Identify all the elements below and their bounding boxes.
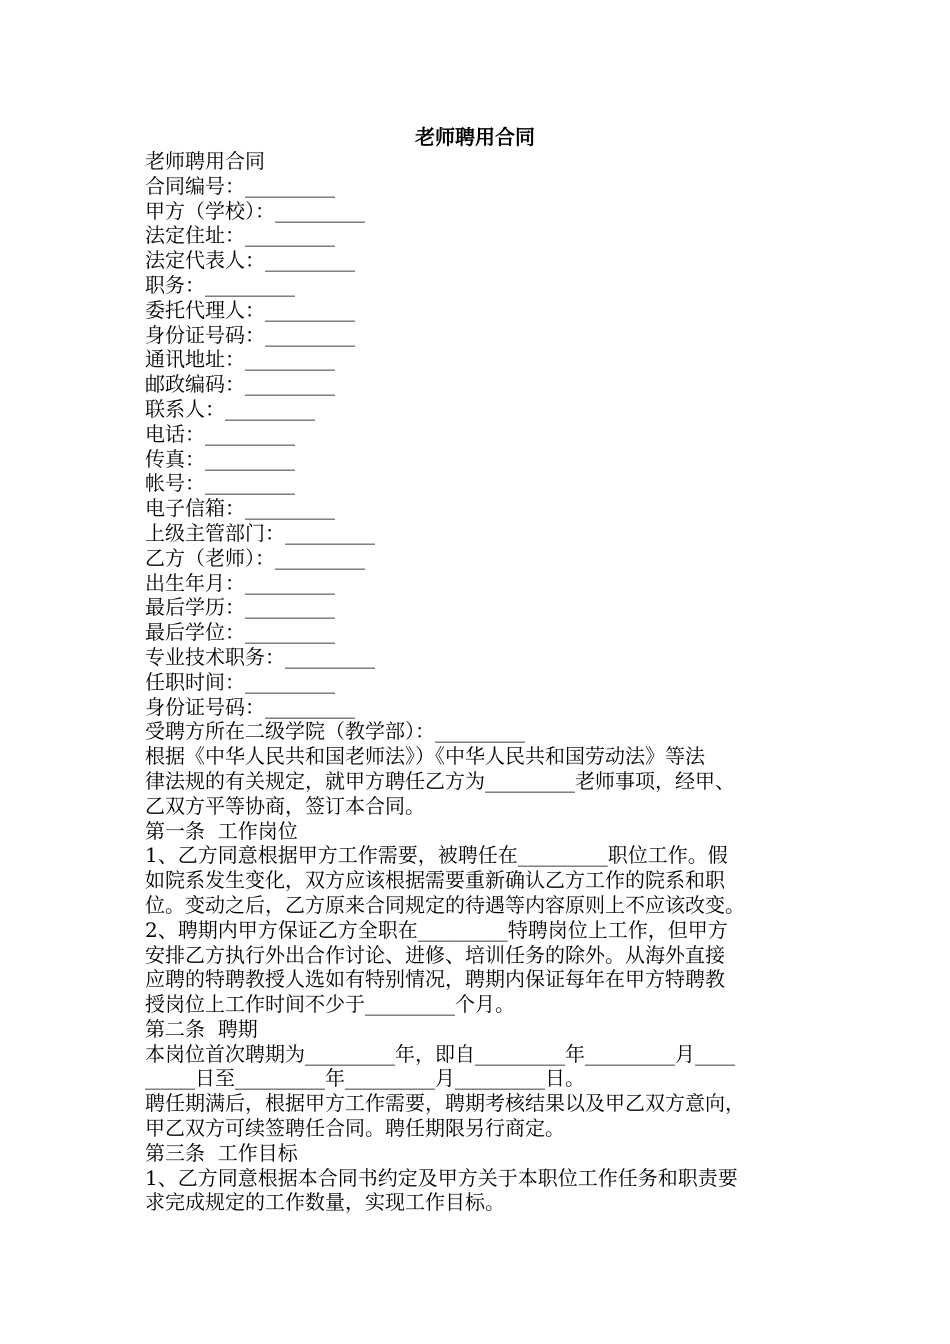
document-line: 法定住址：_________ — [145, 223, 335, 248]
document-line: 出生年月：_________ — [145, 570, 335, 595]
document-title: 老师聘用合同 — [415, 125, 535, 149]
document-line: 乙双方平等协商，签订本合同。 — [145, 793, 425, 818]
document-line: 职务：_________ — [145, 272, 295, 297]
document-line: 律法规的有关规定，就甲方聘任乙方为_________老师事项，经甲、 — [145, 768, 735, 793]
document-line: 任职时间：_________ — [145, 669, 335, 694]
document-line: 通讯地址：_________ — [145, 347, 335, 372]
document-line: 1、乙方同意根据本合同书约定及甲方关于本职位工作任务和职责要 — [145, 1165, 738, 1190]
document-line: 求完成规定的工作数量，实现工作目标。 — [145, 1190, 505, 1215]
document-line: 联系人：_________ — [145, 396, 315, 421]
document-line: 乙方（老师）：_________ — [145, 545, 365, 570]
document-line: 本岗位首次聘期为_________年，即自_________年_________月____ — [145, 1041, 735, 1066]
document-line: 合同编号：_________ — [145, 173, 335, 198]
document-line: 位。变动之后，乙方原来合同规定的待遇等内容原则上不应该改变。 — [145, 892, 745, 917]
document-line: 第二条 聘期 — [145, 1016, 258, 1041]
document-line: 身份证号码：_________ — [145, 322, 355, 347]
document-line: 根据《中华人民共和国老师法》）《中华人民共和国劳动法》等法 — [145, 744, 705, 769]
document-line: 法定代表人：_________ — [145, 248, 355, 273]
document-line: 身份证号码：_________ — [145, 694, 355, 719]
document-line: 2、聘期内甲方保证乙方全职在_________特聘岗位上工作，但甲方 — [145, 917, 728, 942]
document-line: 受聘方所在二级学院（教学部）：_________ — [145, 719, 525, 744]
document-line: 传真：_________ — [145, 446, 295, 471]
document-body — [145, 149, 810, 1215]
document-line: 如院系发生变化，双方应该根据需要重新确认乙方工作的院系和职 — [145, 868, 725, 893]
document-line: 甲方（学校）：_________ — [145, 198, 365, 223]
document-line: 聘任期满后，根据甲方工作需要，聘期考核结果以及甲乙双方意向， — [145, 1091, 745, 1116]
document-line: 最后学历：_________ — [145, 595, 335, 620]
document-line: 专业技术职务：_________ — [145, 644, 375, 669]
document-line: 电话：_________ — [145, 421, 295, 446]
document-line: 1、乙方同意根据甲方工作需要，被聘任在_________职位工作。假 — [145, 843, 728, 868]
document-line: 老师聘用合同 — [145, 149, 265, 173]
document-line: 邮政编码：_________ — [145, 372, 335, 397]
document-line: 委托代理人：_________ — [145, 297, 355, 322]
document-line: 应聘的特聘教授人选如有特别情况，聘期内保证每年在甲方特聘教 — [145, 967, 725, 992]
document-line: 授岗位上工作时间不少于_________个月。 — [145, 992, 515, 1017]
document-line: 最后学位：_________ — [145, 620, 335, 645]
document-line: _____日至_________年_________月_________日。 — [145, 1066, 585, 1091]
document-line: 上级主管部门：_________ — [145, 520, 375, 545]
document-line: 第一条 工作岗位 — [145, 818, 298, 843]
document-line: 安排乙方执行外出合作讨论、进修、培训任务的除外。从海外直接 — [145, 942, 725, 967]
document-line: 电子信箱：_________ — [145, 496, 335, 521]
document-line: 甲乙双方可续签聘任合同。聘任期限另行商定。 — [145, 1116, 565, 1141]
document-line: 帐号：_________ — [145, 471, 295, 496]
document-line: 第三条 工作目标 — [145, 1140, 298, 1165]
